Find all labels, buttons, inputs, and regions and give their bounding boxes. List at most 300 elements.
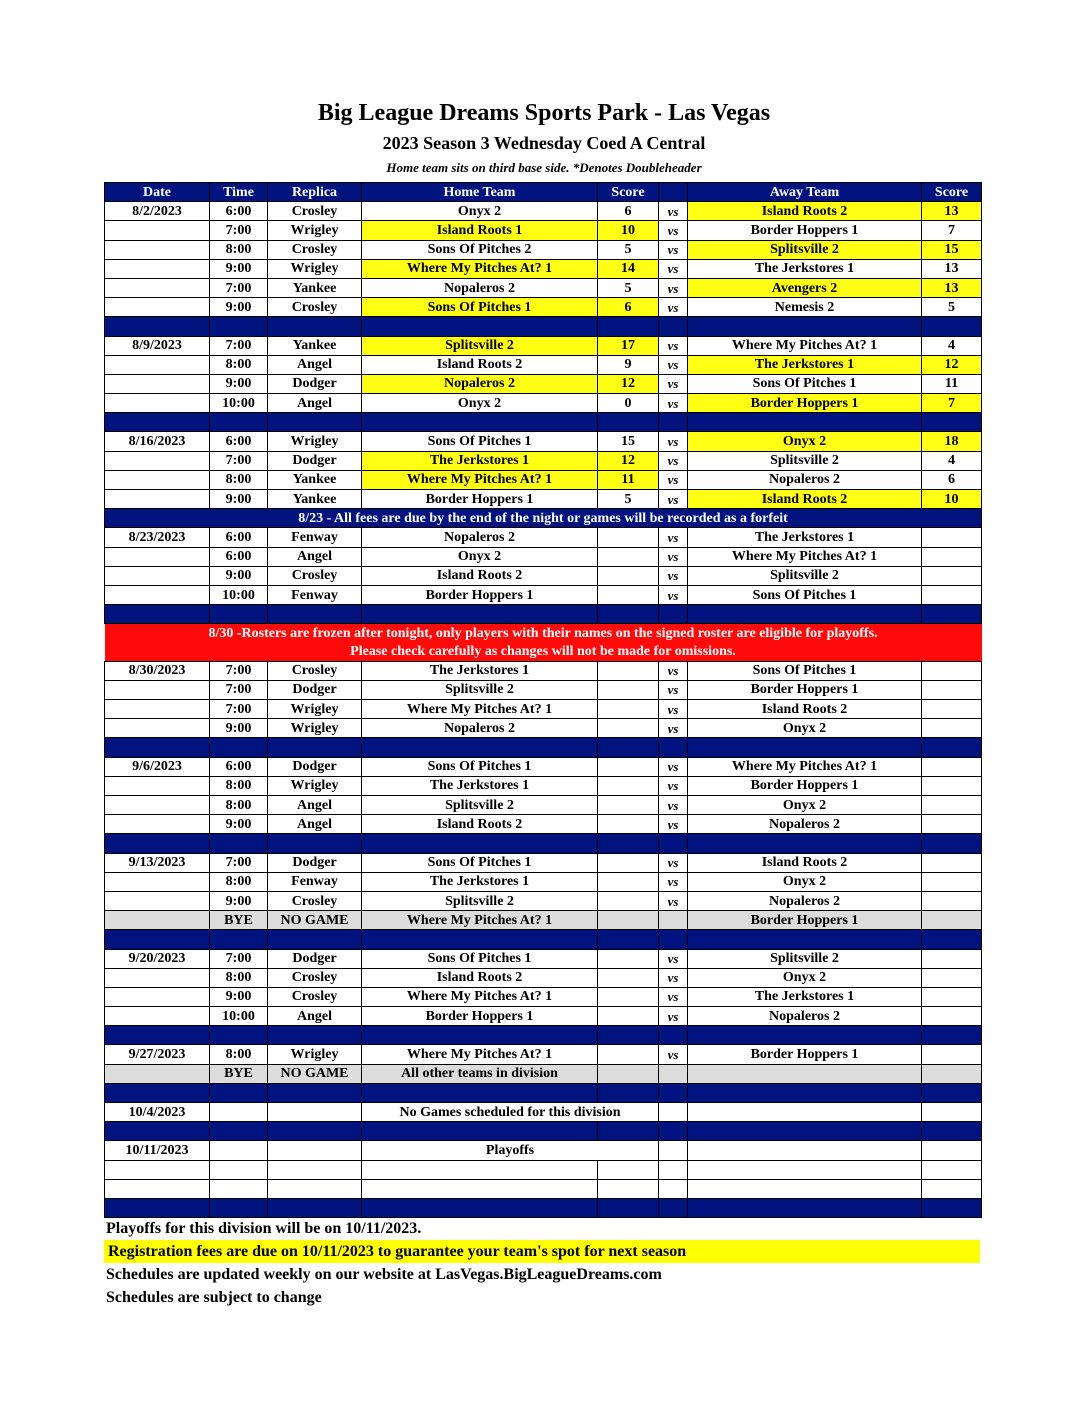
away-score-cell: 6 (922, 470, 982, 489)
separator-cell (105, 1026, 210, 1045)
home-team-cell: Where My Pitches At? 1 (362, 987, 598, 1006)
away-score-cell: 18 (922, 432, 982, 451)
separator-cell (210, 1198, 268, 1217)
replica-cell: Yankee (268, 336, 362, 355)
home-team-cell: The Jerkstores 1 (362, 872, 598, 891)
week-separator (105, 1198, 982, 1217)
home-team-cell: Sons Of Pitches 1 (362, 949, 598, 968)
time-cell: 8:00 (210, 776, 268, 795)
date-cell (105, 259, 210, 278)
away-score-cell: 5 (922, 298, 982, 317)
date-cell (105, 547, 210, 566)
time-cell: 8:00 (210, 872, 268, 891)
home-score-cell (598, 796, 659, 815)
separator-cell (922, 1198, 982, 1217)
date-cell (105, 585, 210, 604)
replica-cell: Crosley (268, 661, 362, 680)
header-home-team: Home Team (362, 183, 598, 202)
away-score-cell (922, 776, 982, 795)
date-cell (105, 355, 210, 374)
separator-cell (268, 1026, 362, 1045)
replica-cell: Yankee (268, 470, 362, 489)
vs-cell: vs (659, 968, 688, 987)
away-team-cell: Island Roots 2 (688, 490, 922, 509)
date-cell: 8/2/2023 (105, 202, 210, 221)
home-score-cell: 11 (598, 470, 659, 489)
vs-cell: vs (659, 490, 688, 509)
date-cell (105, 278, 210, 297)
home-team-cell: Splitsville 2 (362, 796, 598, 815)
away-team-cell: Splitsville 2 (688, 451, 922, 470)
vs-cell: vs (659, 221, 688, 240)
away-score-cell (922, 853, 982, 872)
vs-cell: vs (659, 891, 688, 910)
date-cell: 9/6/2023 (105, 757, 210, 776)
replica-cell: Angel (268, 394, 362, 413)
blank-cell (598, 1160, 659, 1179)
separator-cell (210, 834, 268, 853)
date-cell (105, 700, 210, 719)
replica-cell: Dodger (268, 680, 362, 699)
home-score-cell: 12 (598, 451, 659, 470)
away-score-cell (922, 987, 982, 1006)
away-score-cell: 7 (922, 221, 982, 240)
week-separator (105, 930, 982, 949)
time-cell: 7:00 (210, 278, 268, 297)
away-team-cell: Border Hoppers 1 (688, 911, 922, 930)
away-team-cell: Nopaleros 2 (688, 1007, 922, 1026)
time-cell: BYE (210, 911, 268, 930)
game-row (105, 566, 982, 585)
date-cell (105, 987, 210, 1006)
away-team-cell: Border Hoppers 1 (688, 1045, 922, 1064)
game-row (105, 259, 982, 278)
time-cell: BYE (210, 1064, 268, 1083)
home-score-cell: 6 (598, 298, 659, 317)
vs-cell: vs (659, 815, 688, 834)
home-score-cell (598, 911, 659, 930)
blank-cell (105, 1160, 210, 1179)
separator-cell (598, 1083, 659, 1102)
away-score-cell: 13 (922, 202, 982, 221)
separator-cell (922, 605, 982, 624)
separator-cell (659, 834, 688, 853)
time-cell (210, 1103, 268, 1122)
separator-cell (268, 605, 362, 624)
replica-cell: Crosley (268, 891, 362, 910)
away-team-cell: Border Hoppers 1 (688, 221, 922, 240)
separator-cell (362, 605, 598, 624)
time-cell: 7:00 (210, 700, 268, 719)
time-cell (210, 1141, 268, 1160)
separator-cell (105, 834, 210, 853)
time-cell: 8:00 (210, 470, 268, 489)
roster-notice-row (105, 643, 982, 662)
header-replica: Replica (268, 183, 362, 202)
away-score-cell (922, 1141, 982, 1160)
time-cell: 7:00 (210, 336, 268, 355)
separator-cell (268, 1122, 362, 1141)
separator-cell (598, 1026, 659, 1045)
replica-cell: Dodger (268, 451, 362, 470)
separator-cell (688, 1122, 922, 1141)
home-score-cell: 0 (598, 394, 659, 413)
home-score-cell: 5 (598, 278, 659, 297)
roster-notice: Please check carefully as changes will not be made for omissions. (105, 643, 982, 662)
separator-cell (362, 738, 598, 757)
replica-cell: Angel (268, 796, 362, 815)
home-score-cell (598, 853, 659, 872)
home-score-cell: 6 (598, 202, 659, 221)
home-team-cell: Sons Of Pitches 1 (362, 757, 598, 776)
home-team-cell: Nopaleros 2 (362, 374, 598, 393)
vs-cell: vs (659, 566, 688, 585)
home-team-cell: Sons Of Pitches 2 (362, 240, 598, 259)
separator-cell (598, 413, 659, 432)
date-cell (105, 776, 210, 795)
home-score-cell (598, 719, 659, 738)
away-score-cell (922, 661, 982, 680)
header-date: Date (105, 183, 210, 202)
date-cell: 9/27/2023 (105, 1045, 210, 1064)
date-cell (105, 394, 210, 413)
info-text: No Games scheduled for this division (362, 1103, 659, 1122)
away-score-cell: 11 (922, 374, 982, 393)
replica-cell: Yankee (268, 278, 362, 297)
game-row (105, 528, 982, 547)
separator-cell (688, 317, 922, 336)
away-score-cell: 10 (922, 490, 982, 509)
home-score-cell (598, 987, 659, 1006)
vs-cell: vs (659, 278, 688, 297)
separator-cell (688, 738, 922, 757)
date-cell: 8/23/2023 (105, 528, 210, 547)
roster-notice: 8/30 -Rosters are frozen after tonight, only players with their names on the signed roster are eligible for playoffs. (105, 624, 982, 643)
game-row (105, 680, 982, 699)
separator-cell (105, 738, 210, 757)
away-team-cell: Onyx 2 (688, 968, 922, 987)
vs-cell (659, 911, 688, 930)
home-team-cell: The Jerkstores 1 (362, 451, 598, 470)
separator-cell (659, 413, 688, 432)
separator-cell (362, 1083, 598, 1102)
vs-cell: vs (659, 374, 688, 393)
separator-cell (598, 1198, 659, 1217)
table-header (105, 183, 982, 202)
away-team-cell: Border Hoppers 1 (688, 776, 922, 795)
separator-cell (210, 1026, 268, 1045)
separator-cell (688, 1026, 922, 1045)
blank-cell (210, 1179, 268, 1198)
separator-cell (659, 1198, 688, 1217)
home-team-cell: Where My Pitches At? 1 (362, 911, 598, 930)
blank-cell (659, 1160, 688, 1179)
blank-row (105, 1179, 982, 1198)
time-cell: 9:00 (210, 298, 268, 317)
date-cell (105, 470, 210, 489)
time-cell: 8:00 (210, 240, 268, 259)
separator-cell (659, 605, 688, 624)
away-team-cell: Sons Of Pitches 1 (688, 374, 922, 393)
separator-cell (105, 413, 210, 432)
week-separator (105, 605, 982, 624)
away-team-cell: Where My Pitches At? 1 (688, 757, 922, 776)
replica-cell: Fenway (268, 585, 362, 604)
vs-cell: vs (659, 470, 688, 489)
time-cell: 7:00 (210, 949, 268, 968)
time-cell: 10:00 (210, 1007, 268, 1026)
home-score-cell (598, 891, 659, 910)
header-time: Time (210, 183, 268, 202)
home-team-cell: Border Hoppers 1 (362, 490, 598, 509)
away-score-cell (922, 700, 982, 719)
game-row (105, 987, 982, 1006)
home-score-cell (598, 700, 659, 719)
away-score-cell (922, 547, 982, 566)
date-cell (105, 815, 210, 834)
footer-registration-note: Registration fees are due on 10/11/2023 to guarantee your team's spot for next season (104, 1240, 980, 1263)
time-cell: 7:00 (210, 661, 268, 680)
separator-cell (210, 930, 268, 949)
time-cell: 9:00 (210, 987, 268, 1006)
home-score-cell: 15 (598, 432, 659, 451)
time-cell: 6:00 (210, 432, 268, 451)
separator-cell (268, 413, 362, 432)
date-cell (105, 680, 210, 699)
vs-cell: vs (659, 700, 688, 719)
bye-row (105, 1064, 982, 1083)
home-team-cell: Where My Pitches At? 1 (362, 259, 598, 278)
vs-cell: vs (659, 1045, 688, 1064)
away-score-cell: 12 (922, 355, 982, 374)
vs-cell: vs (659, 661, 688, 680)
bye-row (105, 911, 982, 930)
separator-cell (688, 1083, 922, 1102)
home-team-cell: Where My Pitches At? 1 (362, 470, 598, 489)
date-cell (105, 240, 210, 259)
home-score-cell: 9 (598, 355, 659, 374)
separator-cell (922, 738, 982, 757)
header-away-team: Away Team (688, 183, 922, 202)
time-cell: 9:00 (210, 566, 268, 585)
away-team-cell: Where My Pitches At? 1 (688, 547, 922, 566)
home-score-cell (598, 547, 659, 566)
header-away-score: Score (922, 183, 982, 202)
vs-cell: vs (659, 1007, 688, 1026)
date-cell: 10/4/2023 (105, 1103, 210, 1122)
home-score-cell (598, 680, 659, 699)
week-separator (105, 834, 982, 853)
separator-cell (210, 1122, 268, 1141)
week-separator (105, 1026, 982, 1045)
away-score-cell (922, 719, 982, 738)
date-cell: 9/13/2023 (105, 853, 210, 872)
blank-cell (922, 1179, 982, 1198)
blank-cell (268, 1160, 362, 1179)
away-team-cell: Splitsville 2 (688, 566, 922, 585)
time-cell: 8:00 (210, 968, 268, 987)
game-row (105, 221, 982, 240)
away-score-cell (922, 585, 982, 604)
home-score-cell: 5 (598, 240, 659, 259)
time-cell: 6:00 (210, 757, 268, 776)
separator-cell (268, 738, 362, 757)
away-team-cell: Border Hoppers 1 (688, 680, 922, 699)
date-cell (105, 872, 210, 891)
home-score-cell (598, 872, 659, 891)
replica-cell: Wrigley (268, 221, 362, 240)
home-team-cell: Island Roots 1 (362, 221, 598, 240)
game-row (105, 298, 982, 317)
vs-cell: vs (659, 432, 688, 451)
replica-cell: Angel (268, 547, 362, 566)
date-cell (105, 1064, 210, 1083)
time-cell: 10:00 (210, 585, 268, 604)
away-score-cell: 13 (922, 259, 982, 278)
home-score-cell (598, 815, 659, 834)
game-row (105, 374, 982, 393)
blank-cell (362, 1160, 598, 1179)
time-cell: 7:00 (210, 221, 268, 240)
week-separator (105, 317, 982, 336)
separator-cell (210, 1083, 268, 1102)
time-cell: 6:00 (210, 202, 268, 221)
fee-notice: 8/23 - All fees are due by the end of the night or games will be recorded as a forfeit (105, 509, 982, 528)
home-team-cell: Island Roots 2 (362, 815, 598, 834)
date-cell (105, 451, 210, 470)
home-team-cell: Nopaleros 2 (362, 528, 598, 547)
home-team-cell: Sons Of Pitches 1 (362, 298, 598, 317)
replica-cell: Angel (268, 815, 362, 834)
game-row (105, 872, 982, 891)
vs-cell: vs (659, 240, 688, 259)
date-cell (105, 221, 210, 240)
away-team-cell (688, 1141, 922, 1160)
replica-cell (268, 1103, 362, 1122)
blank-cell (659, 1179, 688, 1198)
separator-cell (105, 1083, 210, 1102)
seating-note: Home team sits on third base side. *Denotes Doubleheader (386, 160, 702, 175)
home-team-cell: Where My Pitches At? 1 (362, 700, 598, 719)
separator-cell (362, 930, 598, 949)
week-separator (105, 1083, 982, 1102)
vs-cell (659, 1103, 688, 1122)
time-cell: 8:00 (210, 1045, 268, 1064)
separator-cell (598, 1122, 659, 1141)
time-cell: 7:00 (210, 451, 268, 470)
away-team-cell: Onyx 2 (688, 796, 922, 815)
game-row (105, 585, 982, 604)
date-cell (105, 298, 210, 317)
info-text: Playoffs (362, 1141, 659, 1160)
home-team-cell: Nopaleros 2 (362, 719, 598, 738)
home-score-cell (598, 1007, 659, 1026)
separator-cell (268, 834, 362, 853)
date-cell: 10/11/2023 (105, 1141, 210, 1160)
replica-cell: Wrigley (268, 719, 362, 738)
home-team-cell: Onyx 2 (362, 547, 598, 566)
away-score-cell (922, 1045, 982, 1064)
separator-cell (598, 834, 659, 853)
away-score-cell (922, 1064, 982, 1083)
home-team-cell: Nopaleros 2 (362, 278, 598, 297)
separator-cell (659, 930, 688, 949)
home-score-cell (598, 585, 659, 604)
away-score-cell (922, 1103, 982, 1122)
away-team-cell: Border Hoppers 1 (688, 394, 922, 413)
vs-cell (659, 1141, 688, 1160)
vs-cell: vs (659, 394, 688, 413)
footer-website-note: Schedules are updated weekly on our website at LasVegas.BigLeagueDreams.com (106, 1266, 662, 1283)
separator-cell (922, 317, 982, 336)
home-score-cell: 17 (598, 336, 659, 355)
away-team-cell: Splitsville 2 (688, 240, 922, 259)
home-score-cell: 14 (598, 259, 659, 278)
replica-cell: Dodger (268, 757, 362, 776)
game-row (105, 661, 982, 680)
away-team-cell: Onyx 2 (688, 432, 922, 451)
separator-cell (210, 317, 268, 336)
away-team-cell: Sons Of Pitches 1 (688, 585, 922, 604)
time-cell: 9:00 (210, 891, 268, 910)
separator-cell (210, 738, 268, 757)
away-team-cell: The Jerkstores 1 (688, 528, 922, 547)
game-row (105, 355, 982, 374)
vs-cell: vs (659, 796, 688, 815)
home-team-cell: Splitsville 2 (362, 336, 598, 355)
game-row (105, 968, 982, 987)
vs-cell: vs (659, 776, 688, 795)
time-cell: 9:00 (210, 815, 268, 834)
separator-cell (105, 1122, 210, 1141)
home-score-cell (598, 566, 659, 585)
blank-cell (688, 1160, 922, 1179)
separator-cell (105, 605, 210, 624)
separator-cell (922, 1026, 982, 1045)
replica-cell: Wrigley (268, 776, 362, 795)
away-team-cell: Nopaleros 2 (688, 470, 922, 489)
home-score-cell (598, 1064, 659, 1083)
separator-cell (688, 930, 922, 949)
home-score-cell (598, 1045, 659, 1064)
replica-cell: Wrigley (268, 259, 362, 278)
away-team-cell: Sons Of Pitches 1 (688, 661, 922, 680)
away-team-cell: Splitsville 2 (688, 949, 922, 968)
replica-cell: Crosley (268, 968, 362, 987)
away-team-cell: The Jerkstores 1 (688, 259, 922, 278)
separator-cell (688, 1198, 922, 1217)
date-cell: 8/30/2023 (105, 661, 210, 680)
away-score-cell (922, 872, 982, 891)
away-team-cell: Onyx 2 (688, 719, 922, 738)
away-score-cell (922, 1007, 982, 1026)
game-row (105, 1045, 982, 1064)
game-row (105, 394, 982, 413)
replica-cell: Dodger (268, 949, 362, 968)
date-cell (105, 566, 210, 585)
away-score-cell (922, 968, 982, 987)
away-score-cell: 4 (922, 336, 982, 355)
page-title: Big League Dreams Sports Park - Las Vegas (317, 100, 771, 126)
replica-cell: Yankee (268, 490, 362, 509)
vs-cell: vs (659, 987, 688, 1006)
separator-cell (362, 834, 598, 853)
time-cell: 7:00 (210, 853, 268, 872)
date-cell: 8/9/2023 (105, 336, 210, 355)
vs-cell (659, 1064, 688, 1083)
separator-cell (688, 413, 922, 432)
home-team-cell: Sons Of Pitches 1 (362, 853, 598, 872)
